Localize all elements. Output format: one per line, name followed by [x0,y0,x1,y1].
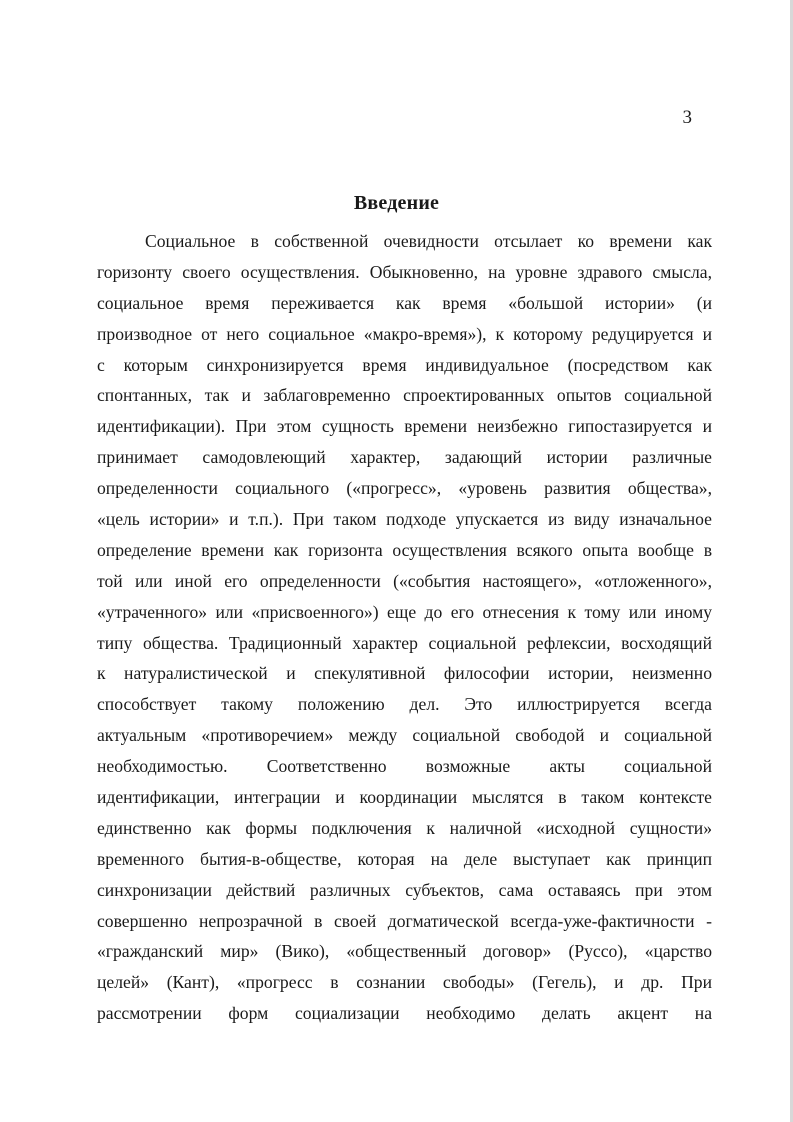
text-line: временного бытия-в-обществе, которая на деле выступает как принцип [97,848,712,869]
text-line: целей» (Кант), «прогресс в сознании свободы» (Гегель), и др. При [97,972,712,993]
text-line: той или иной его определенности («события настоящего», «отложенного», [97,570,712,591]
text-line: определенности социального («прогресс», «уровень развития общества», [97,478,712,499]
body-paragraph [97,226,712,1029]
text-line: способствует такому положению дел. Это иллюстрируется всегда [97,694,712,715]
text-line: единственно как формы подключения к наличной «исходной сущности» [97,817,712,838]
text-line: горизонту своего осуществления. Обыкновенно, на уровне здравого смысла, [97,261,712,282]
text-line: «гражданский мир» (Вико), «общественный договор» (Руссо), «царство [97,941,712,962]
page-number: 3 [682,107,692,128]
text-line: с которым синхронизируется время индивидуальное (посредством как [97,354,712,375]
text-line: к натуралистической и спекулятивной философии истории, неизменно [97,663,712,684]
text-line: «утраченного» или «присвоенного») еще до его отнесения к тому или иному [97,601,712,622]
text-line: совершенно непрозрачной в своей догматической всегда-уже-фактичности - [97,910,712,931]
text-line: принимает самодовлеющий характер, задающий истории различные [97,447,712,468]
text-line: синхронизации действий различных субъектов, сама оставаясь при этом [97,879,712,900]
text-line: типу общества. Традиционный характер социальной рефлексии, восходящий [97,632,712,653]
section-heading: Введение [353,192,440,214]
text-line: производное от него социальное «макро-время»), к которому редуцируется и [97,323,712,344]
text-line: спонтанных, так и заблаговременно спроектированных опытов социальной [97,385,712,406]
text-line: «цель истории» и т.п.). При таком подходе упускается из виду изначальное [97,509,712,530]
text-line: необходимостью. Соответственно возможные акты социальной [97,756,712,777]
text-line: рассмотрении форм социализации необходимо делать акцент на [97,1003,712,1024]
text-line: Социальное в собственной очевидности отсылает ко времени как [145,231,712,251]
text-line: идентификации). При этом сущность времени неизбежно гипостазируется и [97,416,712,437]
text-line: определение времени как горизонта осуществления всякого опыта вообще в [97,539,712,560]
text-line: социальное время переживается как время «большой истории» (и [97,292,712,313]
text-line: идентификации, интеграции и координации мыслятся в таком контексте [97,787,712,808]
text-line: актуальным «противоречием» между социальной свободой и социальной [97,725,712,746]
